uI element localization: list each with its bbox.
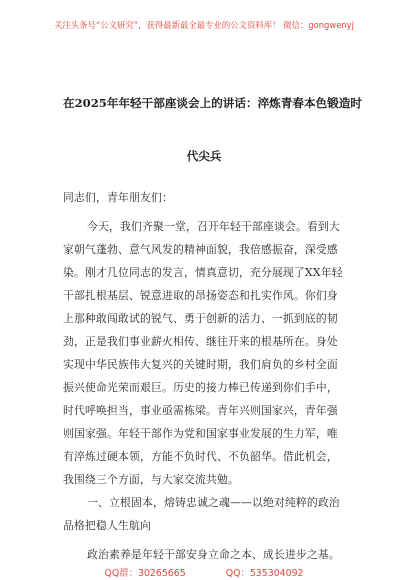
body-line: 有淬炼过硬本领，方能不负时代、不负韶华。借此机会， <box>63 450 338 463</box>
greeting: 同志们，青年朋友们： <box>63 191 173 204</box>
document-title-line-1: 在2025年年轻干部座谈会上的讲话：淬炼青春本色锻造时 <box>63 96 362 110</box>
qq-number: QQ：535304092 <box>225 568 304 579</box>
section-heading-line: 品格把稳人生航向 <box>63 519 151 532</box>
qq-group-number: QQ群：30265665 <box>104 568 186 579</box>
bottom-promo-banner <box>0 565 408 579</box>
body-line: 则国家强。年轻干部作为党和国家事业发展的生力军，唯 <box>63 427 338 440</box>
body-line: 我围绕三个方面，与大家交流共勉。 <box>63 473 239 486</box>
body-line: 时代呼唤担当，事业亟需栋梁。青年兴则国家兴，青年强 <box>63 404 338 417</box>
body-line: 今天，我们齐聚一堂，召开年轻干部座谈会。看到大 <box>87 220 340 233</box>
body-line: 政治素养是年轻干部安身立命之本、成长进步之基。 <box>87 548 340 561</box>
body-line: 染。刚才几位同志的发言，情真意切，充分展现了XX年轻 <box>63 266 343 279</box>
top-promo-banner: 关注头条号“公文研究”，获得最新最全最专业的公文资料库！ 微信：gongwenyj <box>54 20 354 30</box>
body-line: 干部扎根基层、锐意进取的昂扬姿态和扎实作风。你们身 <box>63 289 338 302</box>
body-line: 劲，正是我们事业薪火相传、继往开来的根基所在。身处 <box>63 335 338 348</box>
section-heading-line: 一、立根固本，熔铸忠诚之魂——以绝对纯粹的政治 <box>87 496 340 509</box>
document-title-line-2: 代尖兵 <box>186 149 222 163</box>
body-line: 家朝气蓬勃、意气风发的精神面貌，我倍感振奋，深受感 <box>63 243 338 256</box>
body-line: 实现中华民族伟大复兴的关键时期，我们肩负的乡村全面 <box>63 358 338 371</box>
body-line: 振兴使命光荣而艰巨。历史的接力棒已传递到你们手中， <box>63 381 338 394</box>
body-line: 上那种敢闯敢试的锐气、勇于创新的活力、一抓到底的韧 <box>63 312 338 325</box>
